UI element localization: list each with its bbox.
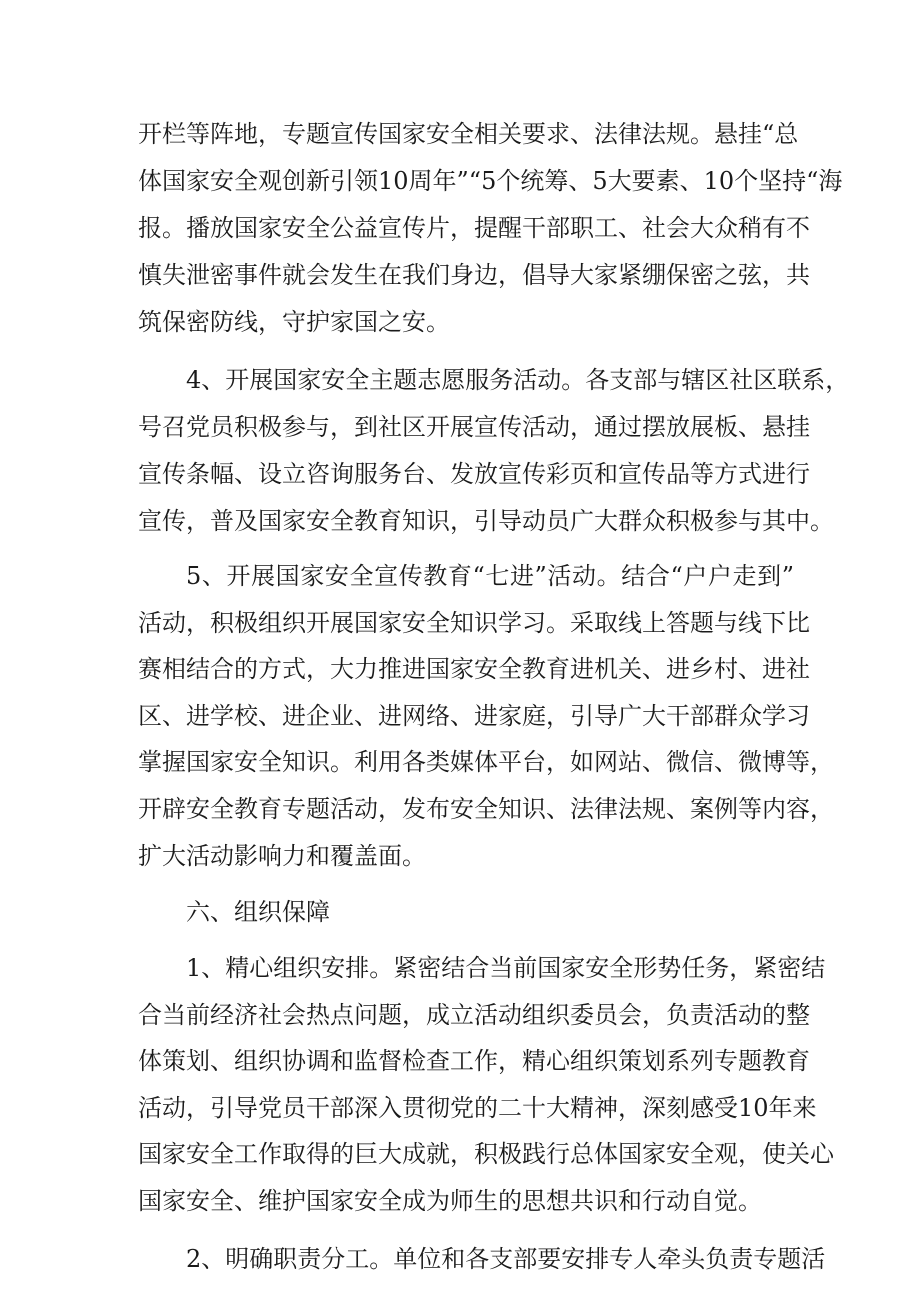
heading-text: 六、组织保障 bbox=[186, 898, 330, 926]
paragraph-line bbox=[0, 992, 920, 1038]
line-text: 5、开展国家安全宣传教育“七进”活动。结合“户户走到” bbox=[186, 562, 794, 590]
line-text: 活动，引导党员干部深入贯彻党的二十大精神，深刻感受10年来 bbox=[138, 1094, 817, 1122]
line-text: 国家安全、维护国家安全成为师生的思想共识和行动自觉。 bbox=[138, 1187, 762, 1215]
line-text: 国家安全工作取得的巨大成就，积极践行总体国家安全观，使关心 bbox=[138, 1140, 834, 1168]
paragraph-line bbox=[0, 498, 920, 544]
line-text: 1、精心组织安排。紧密结合当前国家安全形势任务，紧密结 bbox=[186, 954, 826, 982]
line-text: 开辟安全教育专题活动，发布安全知识、法律法规、案例等内容， bbox=[138, 795, 834, 823]
paragraph-line bbox=[0, 404, 920, 450]
paragraph-line bbox=[0, 1131, 920, 1177]
paragraph-line bbox=[0, 553, 920, 599]
line-text: 区、进学校、进企业、进网络、进家庭，引导广大干部群众学习 bbox=[138, 702, 810, 730]
paragraph-line bbox=[0, 205, 920, 251]
paragraph-line bbox=[0, 693, 920, 739]
paragraph-line bbox=[0, 1038, 920, 1084]
line-text: 筑保密防线，守护家国之安。 bbox=[138, 308, 450, 336]
line-text: 4、开展国家安全主题志愿服务活动。各支部与辖区社区联系， bbox=[186, 366, 850, 394]
line-text: 宣传条幅、设立咨询服务台、发放宣传彩页和宣传品等方式进行 bbox=[138, 460, 810, 488]
paragraph-line bbox=[0, 357, 920, 403]
line-text: 扩大活动影响力和覆盖面。 bbox=[138, 842, 426, 870]
paragraph-line bbox=[0, 786, 920, 832]
line-text: 2、明确职责分工。单位和各支部要安排专人牵头负责专题活 bbox=[186, 1245, 826, 1273]
section-heading bbox=[0, 889, 920, 935]
paragraph-line bbox=[0, 299, 920, 345]
line-text: 合当前经济社会热点问题，成立活动组织委员会，负责活动的整 bbox=[138, 1001, 810, 1029]
line-text: 报。播放国家安全公益宣传片，提醒干部职工、社会大众稍有不 bbox=[138, 214, 810, 242]
paragraph-line bbox=[0, 1178, 920, 1224]
line-text: 体策划、组织协调和监督检查工作，精心组织策划系列专题教育 bbox=[138, 1047, 810, 1075]
paragraph-line bbox=[0, 451, 920, 497]
paragraph-line bbox=[0, 1236, 920, 1282]
paragraph-line bbox=[0, 646, 920, 692]
line-text: 体国家安全观创新引领10周年”“5个统筹、5大要素、10个坚持“海 bbox=[138, 167, 843, 195]
line-text: 宣传，普及国家安全教育知识，引导动员广大群众积极参与其中。 bbox=[138, 507, 834, 535]
line-text: 掌握国家安全知识。利用各类媒体平台，如网站、微信、微博等， bbox=[138, 748, 834, 776]
paragraph-line bbox=[0, 600, 920, 646]
line-text: 慎失泄密事件就会发生在我们身边，倡导大家紧绷保密之弦，共 bbox=[138, 261, 810, 289]
paragraph-line bbox=[0, 158, 920, 204]
line-text: 活动，积极组织开展国家安全知识学习。采取线上答题与线下比 bbox=[138, 609, 810, 637]
paragraph-line bbox=[0, 833, 920, 879]
paragraph-line bbox=[0, 739, 920, 785]
line-text: 号召党员积极参与，到社区开展宣传活动，通过摆放展板、悬挂 bbox=[138, 413, 810, 441]
paragraph-line bbox=[0, 945, 920, 991]
paragraph-line bbox=[0, 111, 920, 157]
paragraph-line bbox=[0, 252, 920, 298]
line-text: 开栏等阵地，专题宣传国家安全相关要求、法律法规。悬挂“总 bbox=[138, 120, 799, 148]
paragraph-line bbox=[0, 1085, 920, 1131]
line-text: 赛相结合的方式，大力推进国家安全教育进机关、进乡村、进社 bbox=[138, 655, 810, 683]
